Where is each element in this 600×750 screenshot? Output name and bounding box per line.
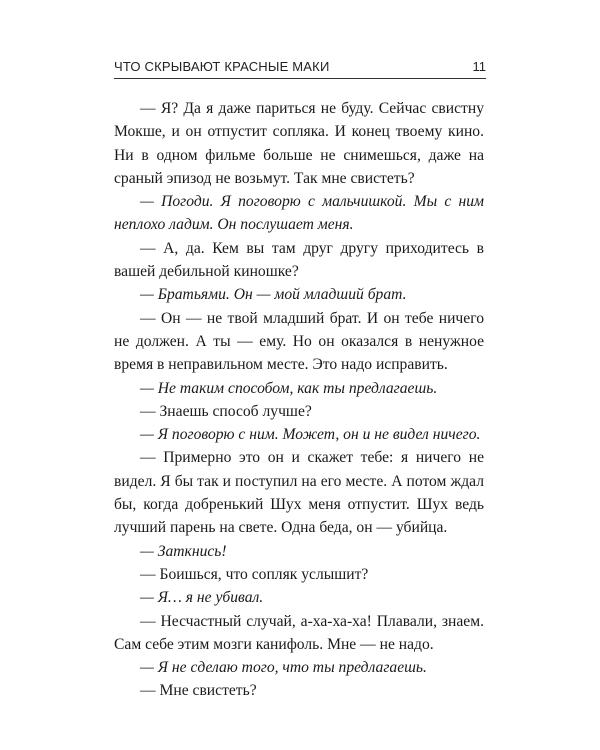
- paragraph: — Я поговорю с ним. Может, он и не видел ничего.: [140, 426, 481, 444]
- paragraph: — Я не сделаю того, что ты предлагаешь.: [140, 659, 427, 677]
- header-rule: [114, 78, 486, 79]
- page-number: 11: [472, 59, 486, 74]
- paragraph: — Я? Да я даже париться не буду. Сейчас свистну Мокше, и он отпустит сопляка. И конец твоему кино. Ни в одном фильме больше не снимешься, даже на сраный эпизод не возьмут. Так мне свистеть?: [114, 100, 484, 187]
- paragraph: — Боишься, что сопляк услышит?: [140, 565, 369, 583]
- paragraph: — Погоди. Я поговорю с мальчишкой. Мы с ним неплохо ладим. Он послушает меня.: [114, 193, 484, 234]
- paragraph: — Братьями. Он — мой младший брат.: [140, 286, 407, 304]
- book-title: ЧТО СКРЫВАЮТ КРАСНЫЕ МАКИ: [114, 59, 330, 74]
- paragraph: — Несчастный случай, а-ха-ха-ха! Плавали, знаем. Сам себе этим мозги канифоль. Мне — не надо.: [114, 612, 484, 653]
- paragraph: — Знаешь способ лучше?: [140, 402, 312, 420]
- paragraph: — А, да. Кем вы там друг другу приходитесь в вашей дебильной киношке?: [114, 239, 484, 281]
- paragraph: — Примерно это он и скажет тебе: я ничего не видел. Я бы так и поступил на его месте. А потом ждал бы, когда добренький Шух меня отпустит. Шух ведь лучший парень на свете. Одна беда, он — убийца.: [114, 449, 484, 537]
- paragraph: — Заткнись!: [140, 542, 227, 560]
- paragraph: — Не таким способом, как ты предлагаешь.: [140, 379, 438, 397]
- paragraph: — Он — не твой младший брат. И он тебе ничего не должен. А ты — ему. Но он оказался в ненужное время в неправильном месте. Это надо исправить.: [114, 309, 484, 374]
- body-text: [114, 97, 484, 703]
- paragraph: — Мне свистеть?: [140, 682, 257, 700]
- paragraph: — Я… я не убивал.: [140, 589, 264, 607]
